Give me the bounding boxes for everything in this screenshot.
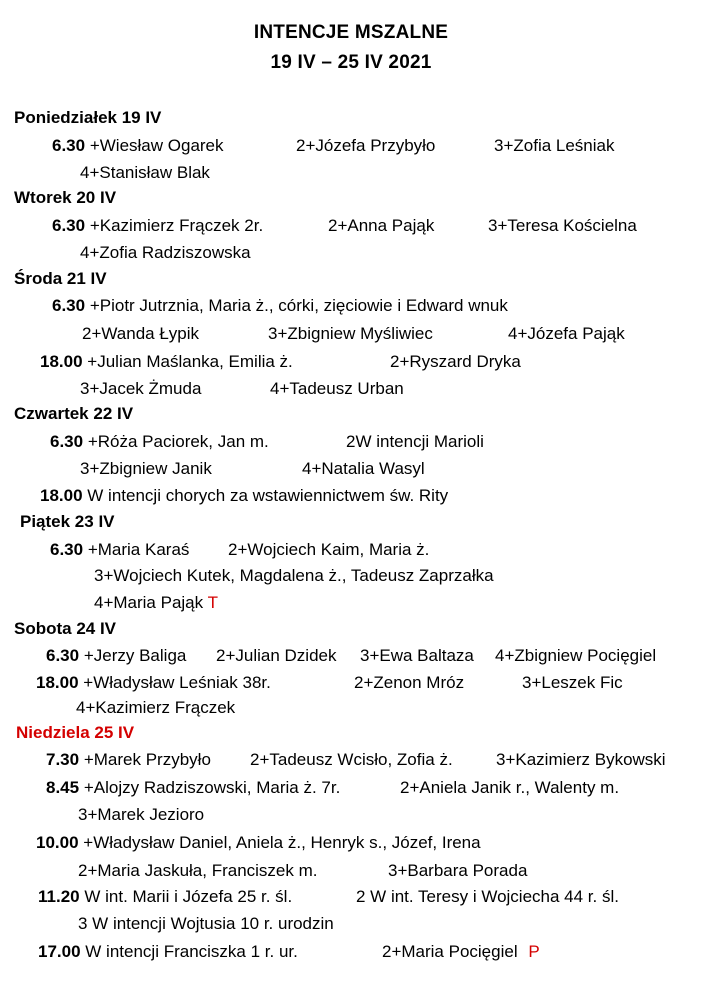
intention: 3+Marek Jezioro	[78, 805, 205, 824]
day-heading: Czwartek 22 IV	[14, 404, 134, 423]
intention: 4+Tadeusz Urban	[270, 379, 404, 398]
intention: 2+Maria Pocięgiel	[382, 942, 518, 961]
intention: 4+Józefa Pająk	[508, 324, 625, 343]
intention-line	[36, 833, 481, 853]
day-heading: Sobota 24 IV	[14, 619, 117, 638]
intention: 3+Teresa Kościelna	[488, 216, 637, 235]
intention-line	[38, 942, 298, 962]
mass-time: 6.30	[52, 136, 86, 155]
red-mark: T	[207, 593, 218, 612]
intention: +Wiesław Ogarek	[89, 136, 224, 155]
intention: 4+Zofia Radziszowska	[80, 243, 251, 262]
intention: 2+Wojciech Kaim, Maria ż.	[228, 540, 430, 559]
intention-line	[52, 136, 224, 156]
intention: 3+Leszek Fic	[522, 673, 623, 692]
mass-time: 6.30	[50, 540, 84, 559]
intention: 3+Zbigniew Janik	[80, 459, 212, 478]
intention: +Władysław Daniel, Aniela ż., Henryk s., Józef, Irena	[83, 833, 481, 852]
intention-line	[46, 646, 186, 666]
intention: +Róża Paciorek, Jan m.	[87, 432, 269, 451]
mass-time: 18.00	[40, 486, 83, 505]
mass-time: 17.00	[38, 942, 81, 961]
intention-line	[46, 750, 211, 770]
day-heading: Wtorek 20 IV	[14, 188, 117, 207]
intention: 4+Zbigniew Pocięgiel	[495, 646, 657, 665]
page-title: INTENCJE MSZALNE	[253, 22, 449, 43]
day-heading: Środa 21 IV	[14, 269, 107, 288]
intention: 3+Jacek Żmuda	[80, 379, 202, 398]
intention-line	[94, 593, 218, 613]
intention: +Maria Karaś	[87, 540, 190, 559]
intention: 2+Aniela Janik r., Walenty m.	[400, 778, 620, 797]
mass-time: 6.30	[52, 216, 86, 235]
intention: 2+Zenon Mróz	[354, 673, 465, 692]
intention: +Jerzy Baliga	[83, 646, 187, 665]
intention: 4+Kazimierz Frączek	[76, 698, 236, 717]
mass-time: 6.30	[52, 296, 86, 315]
intention: 2+Tadeusz Wcisło, Zofia ż.	[250, 750, 453, 769]
intention: 3+Ewa Baltaza	[360, 646, 474, 665]
intention: 3 W intencji Wojtusia 10 r. urodzin	[78, 914, 334, 933]
day-heading: Poniedziałek 19 IV	[14, 108, 162, 127]
intention: 3+Kazimierz Bykowski	[496, 750, 666, 769]
intention: 3+Zofia Leśniak	[494, 136, 615, 155]
intention: +Julian Maślanka, Emilia ż.	[87, 352, 293, 371]
mass-time: 10.00	[36, 833, 79, 852]
intention: W int. Marii i Józefa 25 r. śl.	[84, 887, 293, 906]
intention: 2+Julian Dzidek	[216, 646, 337, 665]
intention: W intencji chorych za wstawiennictwem św. Rity	[87, 486, 449, 505]
intention-line	[40, 486, 448, 506]
intention-line	[36, 673, 271, 693]
intention: 4+Stanisław Blak	[80, 163, 210, 182]
intention: +Władysław Leśniak 38r.	[83, 673, 271, 692]
intention: 3+Wojciech Kutek, Magdalena ż., Tadeusz Zaprzałka	[94, 566, 494, 585]
intention: 3+Zbigniew Myśliwiec	[268, 324, 433, 343]
mass-time: 7.30	[46, 750, 80, 769]
mass-time: 11.20	[38, 887, 80, 906]
mass-time: 18.00	[36, 673, 79, 692]
intention-line	[52, 216, 263, 236]
intention: W intencji Franciszka 1 r. ur.	[85, 942, 298, 961]
intention: +Alojzy Radziszowski, Maria ż. 7r.	[83, 778, 341, 797]
intention-line	[40, 352, 293, 372]
day-heading: Piątek 23 IV	[20, 512, 115, 531]
intention: +Marek Przybyło	[83, 750, 211, 769]
intention-line	[50, 540, 189, 560]
intention: 3+Barbara Porada	[388, 861, 528, 880]
intention: 2+Wanda Łypik	[82, 324, 200, 343]
intention: +Piotr Jutrznia, Maria ż., córki, zięciowie i Edward wnuk	[89, 296, 508, 315]
intention: +Kazimierz Frączek 2r.	[89, 216, 264, 235]
intention-line	[38, 887, 292, 907]
mass-time: 8.45	[46, 778, 80, 797]
intention: 4+Maria Pająk	[94, 593, 204, 612]
intention: 2W intencji Marioli	[346, 432, 484, 451]
day-heading-sunday: Niedziela 25 IV	[16, 723, 135, 742]
red-mark: P	[528, 942, 540, 961]
intention: 2 W int. Teresy i Wojciecha 44 r. śl.	[356, 887, 619, 906]
date-range: 19 IV – 25 IV 2021	[270, 52, 432, 73]
intention-line	[52, 296, 508, 316]
intention: 2+Józefa Przybyło	[296, 136, 436, 155]
intention: 2+Ryszard Dryka	[390, 352, 521, 371]
mass-time: 18.00	[40, 352, 83, 371]
mass-time: 6.30	[50, 432, 84, 451]
intention: 2+Maria Jaskuła, Franciszek m.	[78, 861, 318, 880]
intention-line	[50, 432, 269, 452]
intention-line	[382, 942, 540, 962]
intention: 4+Natalia Wasyl	[302, 459, 425, 478]
intention-line	[46, 778, 340, 798]
mass-time: 6.30	[46, 646, 80, 665]
intention: 2+Anna Pająk	[328, 216, 435, 235]
